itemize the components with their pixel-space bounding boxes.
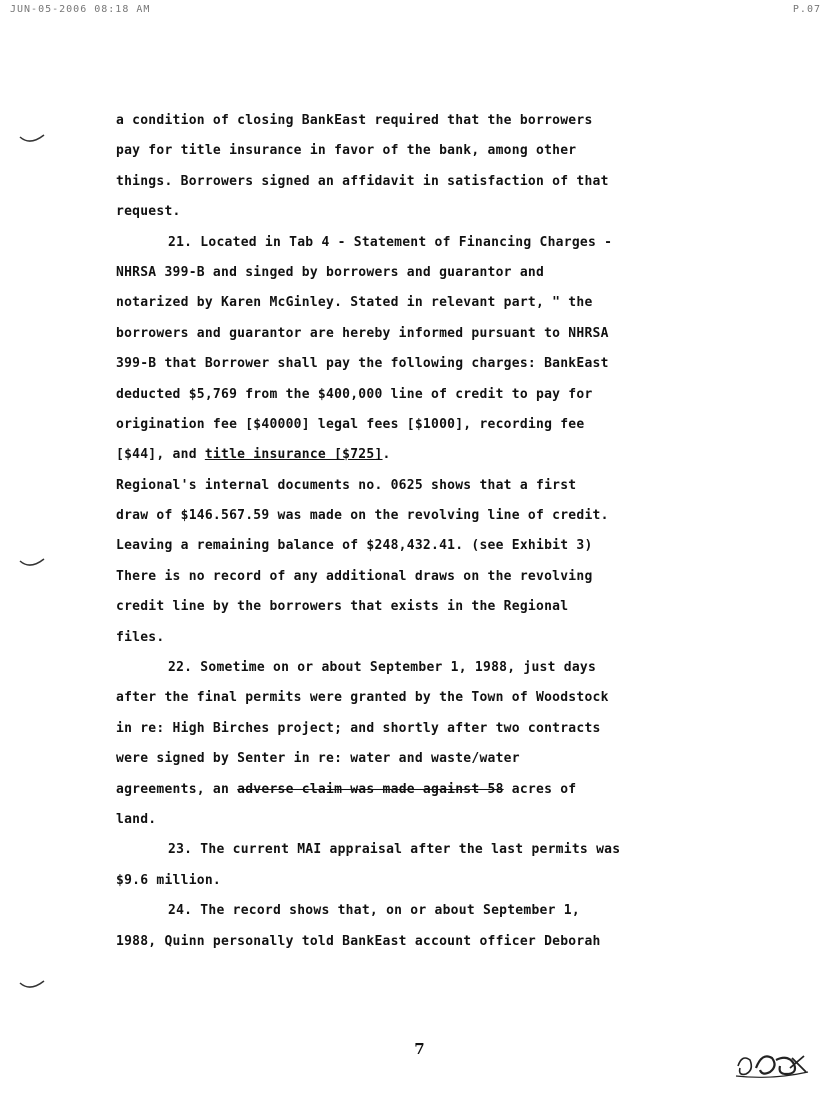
margin-check-icon — [18, 978, 46, 992]
text-line — [116, 258, 716, 288]
text-line — [116, 623, 716, 653]
text-line — [116, 349, 716, 379]
line-text: NHRSA 399-B and singed by borrowers and guarantor and — [116, 264, 545, 280]
line-text: credit line by the borrowers that exists in the Regional — [116, 599, 569, 615]
text-line — [116, 683, 716, 713]
text-line — [116, 197, 716, 227]
line-text: were signed by Senter in re: water and waste/water — [116, 751, 520, 767]
text-line — [116, 866, 716, 896]
text-line — [116, 927, 716, 957]
text-line — [116, 562, 716, 592]
line-text: 1988, Quinn personally told BankEast account officer Deborah — [116, 933, 601, 949]
text-line — [116, 440, 716, 470]
fax-page-number: P.07 — [792, 4, 821, 15]
line-text: 21. Located in Tab 4 - Statement of Financing Charges - — [168, 234, 613, 250]
line-text: request. — [116, 204, 181, 220]
line-text: Leaving a remaining balance of $248,432.41. (see Exhibit 3) — [116, 538, 593, 554]
line-text-after: acres of — [503, 781, 577, 797]
line-text: 399-B that Borrower shall pay the following charges: BankEast — [116, 356, 609, 372]
text-line — [116, 653, 716, 683]
text-line — [116, 471, 716, 501]
margin-check-icon — [18, 132, 46, 146]
line-text: There is no record of any additional draws on the revolving — [116, 568, 593, 584]
line-text: [$44], and — [116, 447, 205, 463]
line-text: $9.6 million. — [116, 872, 221, 888]
page-number: 7 — [414, 1040, 425, 1058]
line-text: 22. Sometime on or about September 1, 1988, just days — [168, 660, 597, 676]
text-line — [116, 744, 716, 774]
text-line — [116, 531, 716, 561]
line-text: Regional's internal documents no. 0625 shows that a first — [116, 477, 577, 493]
line-text: 24. The record shows that, on or about September 1, — [168, 903, 580, 919]
text-line — [116, 380, 716, 410]
line-text: 23. The current MAI appraisal after the last permits was — [168, 842, 621, 858]
line-text: agreements, an — [116, 781, 238, 797]
text-line — [116, 228, 716, 258]
text-line — [116, 805, 716, 835]
text-line — [116, 106, 716, 136]
text-line — [116, 167, 716, 197]
line-text: files. — [116, 629, 165, 645]
struck-text: adverse claim was made against 58 — [237, 781, 504, 797]
line-text: pay for title insurance in favor of the bank, among other — [116, 143, 577, 159]
text-line — [116, 592, 716, 622]
underlined-text: title insurance [$725] — [204, 447, 383, 463]
line-text: things. Borrowers signed an affidavit in satisfaction of that — [116, 173, 609, 189]
line-text: notarized by Karen McGinley. Stated in relevant part, " the — [116, 295, 593, 311]
line-text-after: . — [382, 447, 391, 463]
line-text: borrowers and guarantor are hereby informed pursuant to NHRSA — [116, 325, 609, 341]
text-line — [116, 319, 716, 349]
line-text: land. — [116, 811, 157, 827]
margin-check-icon — [18, 556, 46, 570]
line-text: origination fee [$40000] legal fees [$1000], recording fee — [116, 416, 585, 432]
text-line — [116, 288, 716, 318]
text-line — [116, 501, 716, 531]
line-text: deducted $5,769 from the $400,000 line of credit to pay for — [116, 386, 593, 402]
text-line — [116, 714, 716, 744]
text-line — [116, 896, 716, 926]
text-line — [116, 775, 716, 805]
text-line — [116, 410, 716, 440]
fax-header — [0, 4, 839, 18]
line-text: draw of $146.567.59 was made on the revolving line of credit. — [116, 508, 609, 524]
text-line — [116, 835, 716, 865]
line-text: in re: High Birches project; and shortly after two contracts — [116, 720, 601, 736]
fax-timestamp: JUN-05-2006 08:18 AM — [10, 4, 151, 15]
line-text: after the final permits were granted by the Town of Woodstock — [116, 690, 609, 706]
initials-stamp-icon — [732, 1046, 812, 1082]
document-body — [116, 106, 716, 957]
text-line — [116, 136, 716, 166]
line-text: a condition of closing BankEast required that the borrowers — [116, 113, 593, 128]
